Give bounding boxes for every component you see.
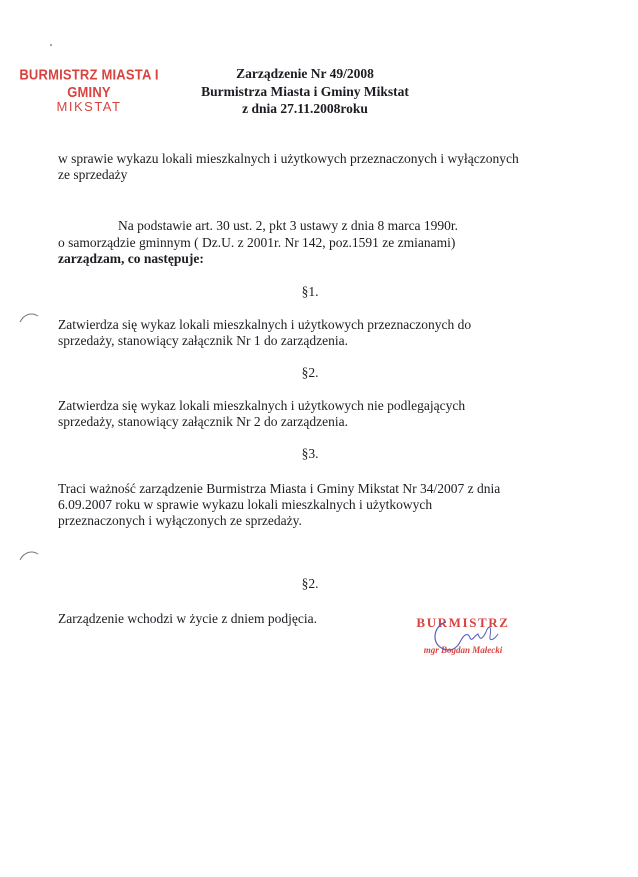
- basis-line-2: o samorządzie gminnym ( Dz.U. z 2001r. Nr 142, poz.1591 ze zmianami): [58, 235, 456, 250]
- office-stamp: [14, 65, 164, 114]
- stamp-line-1: BURMISTRZ MIASTA I GMINY: [19, 65, 159, 101]
- subject-line-1: w sprawie wykazu lokali mieszkalnych i użytkowych przeznaczonych i wyłączonych: [58, 151, 519, 166]
- section-1-line-2: sprzedaży, stanowiący załącznik Nr 1 do zarządzenia.: [58, 333, 348, 348]
- section-3-line-1: Traci ważność zarządzenie Burmistrza Miasta i Gminy Mikstat Nr 34/2007 z dnia: [58, 481, 501, 496]
- punch-hole-mark: [18, 310, 40, 324]
- section-4-heading: §2.: [301, 576, 319, 591]
- section-1-heading: §1.: [301, 284, 319, 299]
- section-3-line-3: przeznaczonych i wyłączonych ze sprzedaży.: [58, 513, 302, 528]
- section-1-line-1: Zatwierdza się wykaz lokali mieszkalnych i użytkowych przeznaczonych do: [58, 317, 472, 332]
- punch-hole-mark: [18, 548, 40, 562]
- date-line: z dnia 27.11.2008roku: [242, 101, 368, 116]
- section-4-line-1: Zarządzenie wchodzi w życie z dniem podjęcia.: [58, 611, 317, 626]
- handwritten-signature: [420, 612, 510, 662]
- subject-line-2: ze sprzedaży: [58, 167, 128, 182]
- basis-line-1: Na podstawie art. 30 ust. 2, pkt 3 ustawy z dnia 8 marca 1990r.: [118, 218, 459, 233]
- section-3-line-2: 6.09.2007 roku w sprawie wykazu lokali mieszkalnych i użytkowych: [58, 497, 433, 512]
- document-title: Zarządzenie Nr 49/2008: [236, 66, 374, 81]
- section-2-line-1: Zatwierdza się wykaz lokali mieszkalnych i użytkowych nie podlegających: [58, 398, 466, 413]
- basis-line-3: zarządzam, co następuje:: [58, 251, 204, 266]
- scan-speck: [50, 44, 52, 46]
- issuer-line: Burmistrza Miasta i Gminy Mikstat: [201, 84, 409, 99]
- signature-title: BURMISTRZ: [416, 615, 510, 630]
- section-2-heading: §2.: [301, 365, 319, 380]
- signature-name: mgr Bogdan Małecki: [423, 645, 503, 655]
- section-3-heading: §3.: [301, 446, 319, 461]
- section-2-line-2: sprzedaży, stanowiący załącznik Nr 2 do zarządzenia.: [58, 414, 348, 429]
- stamp-line-2: MIKSTAT: [56, 99, 122, 114]
